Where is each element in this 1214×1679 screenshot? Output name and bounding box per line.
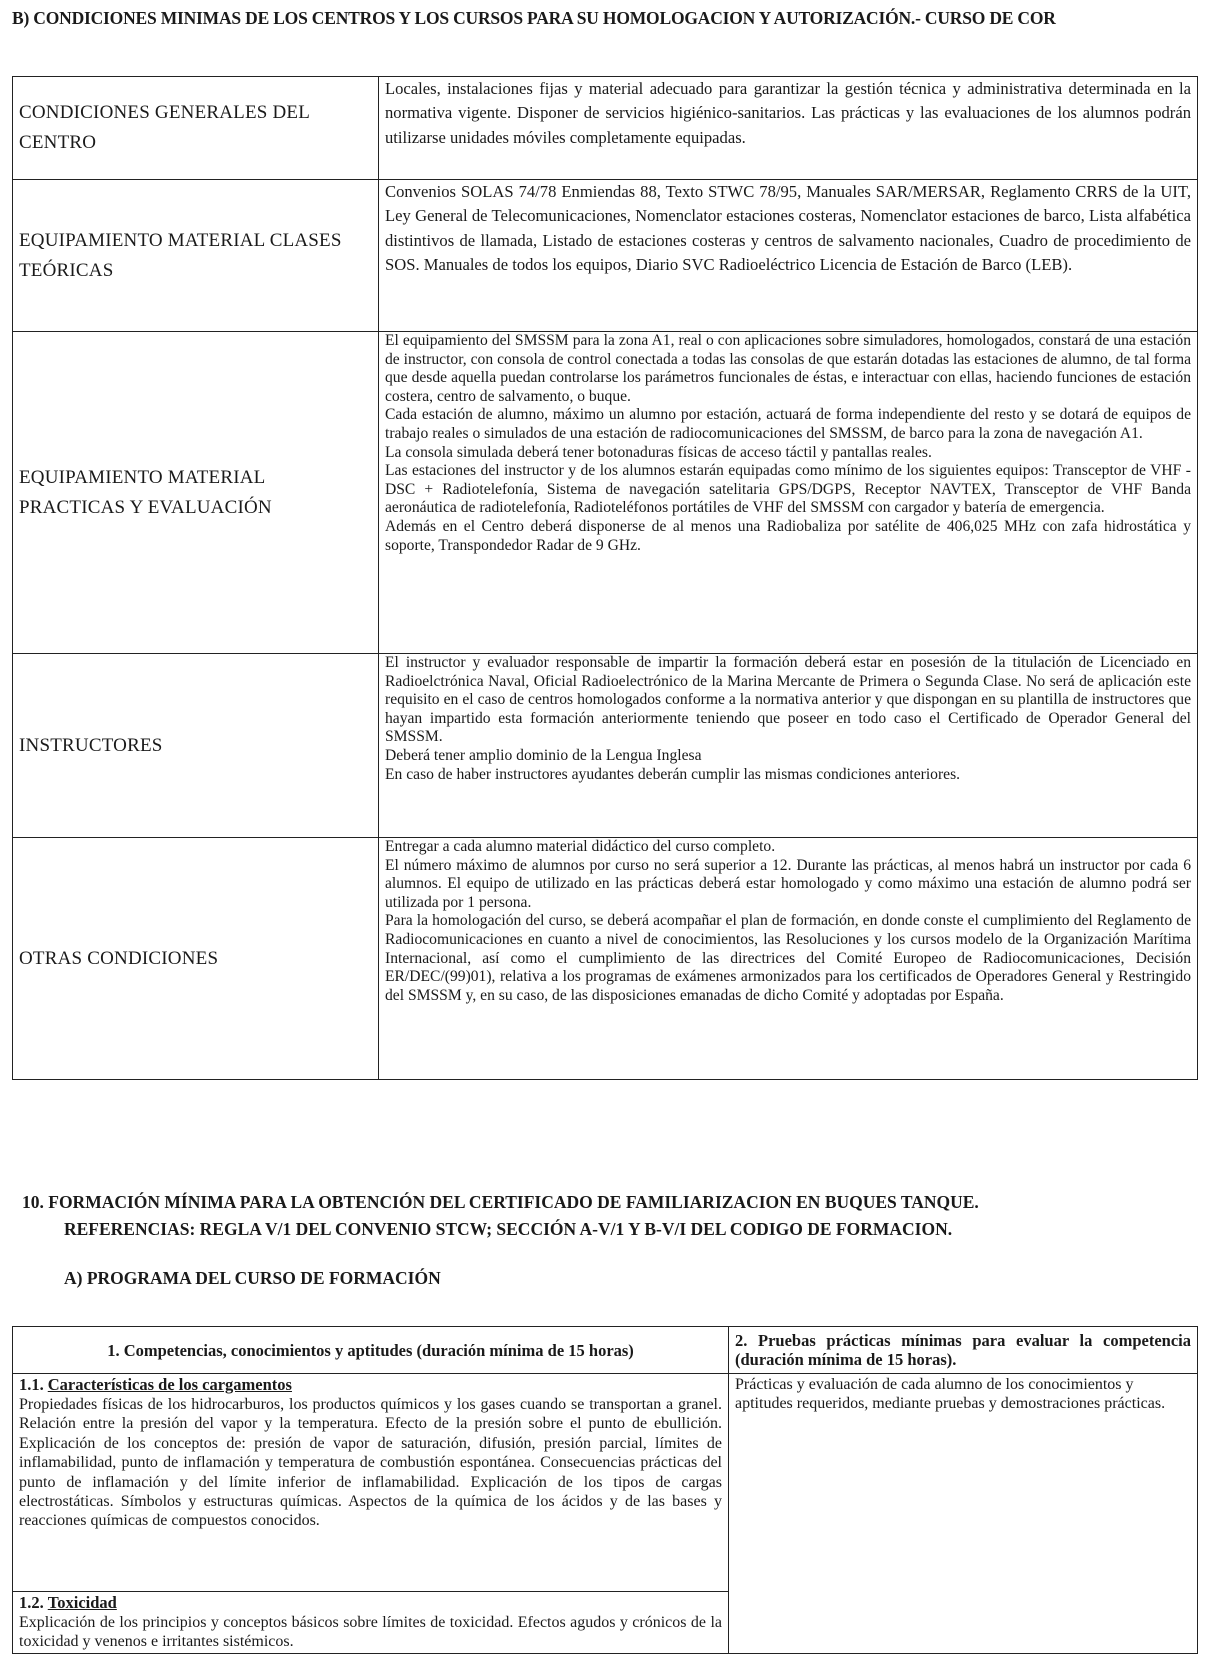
row-content [379,180,1198,332]
practical-tests-cell [729,1374,1198,1654]
heading-line-2: REFERENCIAS: REGLA V/1 DEL CONVENIO STCW; SECCIÓN A-V/1 Y B-V/I DEL CODIGO DE FORMACION. [64,1219,953,1239]
section-cell [13,1374,729,1592]
table-row [13,1374,1198,1592]
row-label: CONDICIONES GENERALES DEL CENTRO [13,77,379,180]
paragraph: Locales, instalaciones fijas y material adecuado para garantizar la gestión técnica y administrativa determinada en la normativa vigente. Disponer de servicios higiénico-sanitarios. Las prácticas y las evaluaciones de los alumnos podrán utilizarse unidades móviles completamente equipadas. [385,79,1191,147]
paragraph: Para la homologación del curso, se deberá acompañar el plan de formación, en donde conste el cumplimiento del Reglamento de Radiocomunicaciones en cuanto a nivel de conocimientos, las Resoluciones y los cursos modelo de la Organización Marítima Internacional, así como el cumplimiento de las directrices del Comité Europeo de Radiocomunicaciones, Decisión ER/DEC/(99)01), relativa a los programas de exámenes armonizados para los certificados de Operadores General y Restringido del SMSSM y, en su caso, de las disposiciones emanadas de dicho Comité y adoptadas por España. [385,912,1191,1004]
practical-tests-text: Prácticas y evaluación de cada alumno de los conocimientos y aptitudes requeridos, mediante pruebas y demostraciones prácticas. [735,1376,1166,1413]
section-heading [19,1593,722,1613]
row-label: OTRAS CONDICIONES [13,838,379,1080]
paragraph: El número máximo de alumnos por curso no será superior a 12. Durante las prácticas, al menos habrá un instructor por cada 6 alumnos. El equipo de utilizado en las prácticas deberá estar homologado y como máximo una estación de alumno podrá ser utilizada por 1 persona. [385,856,1191,911]
paragraph: En caso de haber instructores ayudantes deberán cumplir las mismas condiciones anteriores. [385,765,961,783]
row-content [379,332,1198,654]
paragraph: El equipamiento del SMSSM para la zona A1, real o con aplicaciones sobre simuladores, homologados, constará de una estación de instructor, con consola de control conectada a todas las consolas de que estarán dotadas las estaciones de alumno, de tal forma que desde aquella puedan controlarse los parámetros funcionales de éstas, e interactuar con ellas, haciendo funciones de estación costera, centro de salvamento, o buque. [385,332,1191,405]
heading-line-1: 10. FORMACIÓN MÍNIMA PARA LA OBTENCIÓN DEL CERTIFICADO DE FAMILIARIZACION EN BUQUES TANQUE. [22,1192,979,1212]
paragraph: Convenios SOLAS 74/78 Enmiendas 88, Texto STWC 78/95, Manuales SAR/MERSAR, Reglamento CRRS de la UIT, Ley General de Telecomunicaciones, Nomenclator estaciones costeras, Nomenclator estaciones de barco, Lista alfabética distintivos de llamada, Listado de estaciones costeras y centros de salvamento nacionales, Cuadro de procedimiento de SOS. Manuales de todos los equipos, Diario SVC Radioeléctrico Licencia de Estación de Barco (LEB). [385,182,1191,274]
section-number: 1.2. [19,1593,44,1612]
section-cell [13,1592,729,1654]
training-program-table [12,1326,1198,1654]
table-row [13,654,1198,838]
table-row [13,180,1198,332]
section-number: 1.1. [19,1375,44,1394]
section-heading-b: B) CONDICIONES MINIMAS DE LOS CENTROS Y LOS CURSOS PARA SU HOMOLOGACION Y AUTORIZACIÓN.- CURSO DE COR [12,8,1056,28]
row-label: EQUIPAMIENTO MATERIAL PRACTICAS Y EVALUACIÓN [13,332,379,654]
paragraph: Cada estación de alumno, máximo un alumno por estación, actuará de forma independiente del resto y se dotará de equipos de trabajo reales o simulados de una estación de radiocomunicaciones del SMSSM, de barco para la zona de navegación A1. [385,406,1191,442]
section-heading-10 [22,1189,1212,1243]
section-heading [19,1375,722,1395]
paragraph: Deberá tener amplio dominio de la Lengua Inglesa [385,746,702,764]
paragraph: El instructor y evaluador responsable de impartir la formación deberá estar en posesión de la titulación de Licenciado en Radioelctrónica Naval, Oficial Radioelectrónico de la Marina Mercante de Primera o Segunda Clase. No será de aplicación este requisito en el caso de centros homologados conforme a la normativa anterior y que dispongan en su plantilla de instructores que hayan impartido esta formación anteriormente teniendo que poseer en todo caso el Certificado de Operador General del SMSSM. [385,654,1191,746]
section-text: Propiedades físicas de los hidrocarburos, los productos químicos y los gases cuando se transportan a granel. Relación entre la presión del vapor y la temperatura. Efecto de la presión sobre el punto de ebullición. Explicación de los conceptos de: presión de vapor de saturación, difusión, presión parcial, límites de inflamabilidad, punto de inflamación y temperatura de combustión espontánea. Consecuencias prácticas del punto de inflamación y del límite inferior de inflamabilidad. Explicación de los tipos de cargas electrostáticas. Símbolos y estructuras químicas. Aspectos de la química de los ácidos y de las bases y reacciones químicas de compuestos conocidos. [19,1396,722,1530]
row-content [379,838,1198,1080]
paragraph: Entregar a cada alumno material didáctico del curso completo. [385,838,776,855]
section-text: Explicación de los principios y conceptos básicos sobre límites de toxicidad. Efectos agudos y crónicos de la toxicidad y venenos e irritantes sistémicos. [19,1614,722,1651]
paragraph: Las estaciones del instructor y de los alumnos estarán equipadas como mínimo de los siguientes equipos: Transceptor de VHF -DSC + Radiotelefonía, Sistema de navegación satelitaria GPS/DGPS, Receptor NAVTEX, Transceptor de VHF Banda aeronáutica de radiotelefonía, Radioteléfonos portátiles de VHF del SMSSM con cargador y batería de emergencia. [385,462,1191,517]
row-content [379,77,1198,180]
paragraph: Además en el Centro deberá disponerse de al menos una Radiobaliza por satélite de 406,025 MHz con zafa hidrostática y soporte, Transpondedor Radar de 9 GHz. [385,517,1191,554]
conditions-table [12,76,1198,1080]
section-title: Características de los cargamentos [47,1375,292,1394]
section-title: Toxicidad [47,1593,117,1612]
paragraph: La consola simulada deberá tener botonaduras físicas de acceso táctil y pantallas reales. [385,443,932,461]
table-header-row [13,1327,1198,1374]
row-content [379,654,1198,838]
table-row [13,77,1198,180]
column-header-practical-tests: 2. Pruebas prácticas mínimas para evaluar la competencia (duración mínima de 15 horas). [729,1327,1198,1374]
row-label: EQUIPAMIENTO MATERIAL CLASES TEÓRICAS [13,180,379,332]
column-header-competencies: 1. Competencias, conocimientos y aptitudes (duración mínima de 15 horas) [13,1327,729,1374]
table-row [13,838,1198,1080]
row-label: INSTRUCTORES [13,654,379,838]
section-heading-a: A) PROGRAMA DEL CURSO DE FORMACIÓN [64,1268,441,1288]
table-row [13,332,1198,654]
